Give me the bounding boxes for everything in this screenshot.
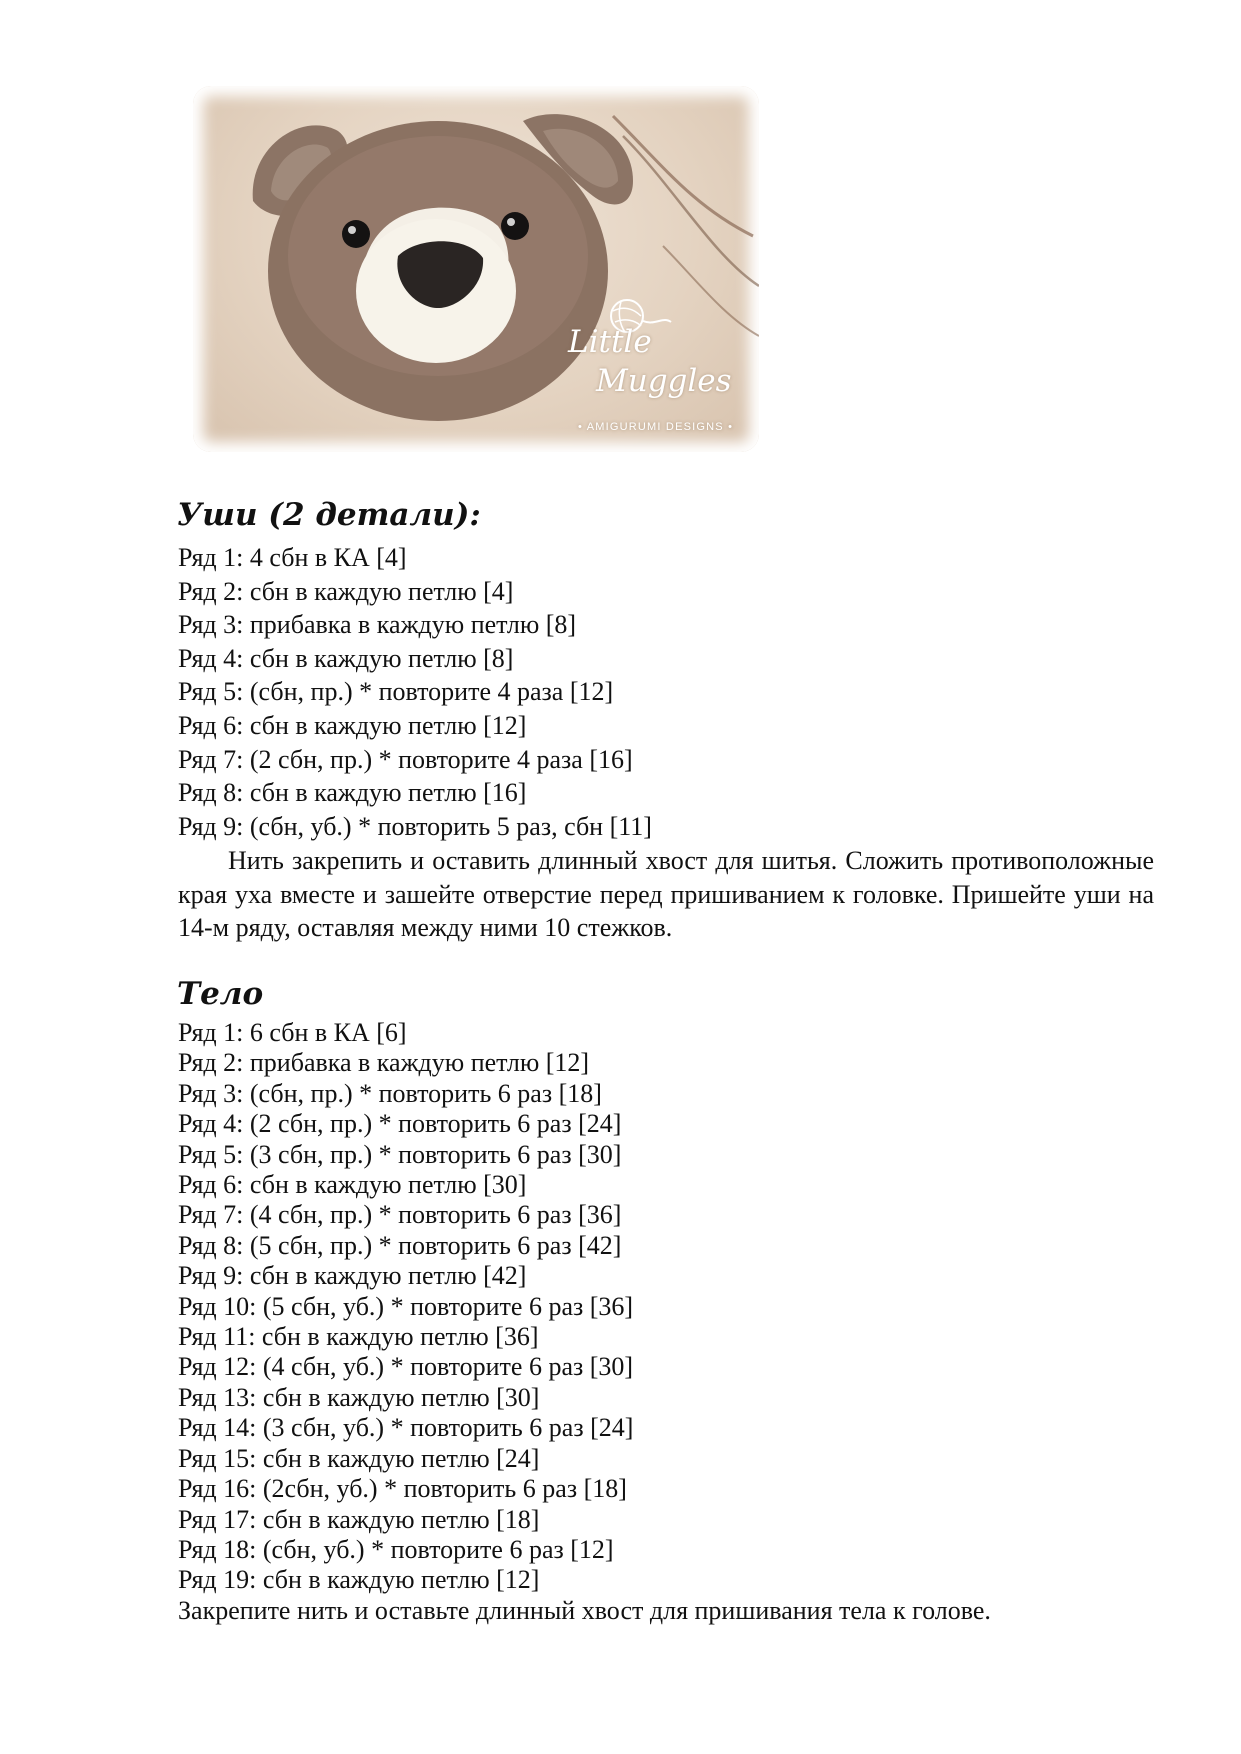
ears-rows-list — [178, 541, 652, 843]
watermark-line-3: • AMIGURUMI DESIGNS • — [578, 421, 734, 433]
body-row-3: Ряд 3: (сбн, пр.) * повторить 6 раз [18] — [178, 1078, 602, 1108]
watermark-line-2: Muggles — [596, 363, 732, 399]
body-row-6: Ряд 6: сбн в каждую петлю [30] — [178, 1170, 527, 1200]
ears-section-title: Уши (2 детали): — [177, 497, 481, 533]
ears-row-1: Ряд 1: 4 сбн в КА [4] — [178, 543, 407, 572]
body-row-11: Ряд 11: сбн в каждую петлю [36] — [178, 1322, 539, 1352]
body-row-12: Ряд 12: (4 сбн, уб.) * повторите 6 раз [30] — [178, 1352, 634, 1382]
body-row-18: Ряд 18: (сбн, уб.) * повторите 6 раз [12] — [178, 1534, 614, 1564]
ears-row-5: Ряд 5: (сбн, пр.) * повторите 4 раза [12] — [178, 677, 614, 707]
body-row-5: Ряд 5: (3 сбн, пр.) * повторить 6 раз [30] — [178, 1139, 622, 1169]
body-row-19: Ряд 19: сбн в каждую петлю [12] — [178, 1565, 540, 1595]
ears-row-8: Ряд 8: сбн в каждую петлю [16] — [178, 778, 527, 808]
ears-row-9: Ряд 9: (сбн, уб.) * повторить 5 раз, сбн [11] — [178, 811, 652, 841]
body-row-8: Ряд 8: (5 сбн, пр.) * повторить 6 раз [42] — [178, 1230, 622, 1260]
ears-row-4: Ряд 4: сбн в каждую петлю [8] — [178, 643, 514, 673]
body-row-16: Ряд 16: (2сбн, уб.) * повторить 6 раз [18] — [178, 1474, 627, 1504]
body-finish-note: Закрепите нить и оставьте длинный хвост для пришивания тела к голове. — [178, 1596, 991, 1625]
ears-row-3: Ряд 3: прибавка в каждую петлю [8] — [178, 610, 577, 640]
ears-row-6: Ряд 6: сбн в каждую петлю [12] — [178, 710, 527, 740]
body-row-13: Ряд 13: сбн в каждую петлю [30] — [178, 1382, 540, 1412]
body-row-2: Ряд 2: прибавка в каждую петлю [12] — [178, 1048, 590, 1078]
ears-assembly-note: Нить закрепить и оставить длинный хвост для шитья. Сложить противоположные края уха вместе и зашейте отверстие перед пришиванием к головке. Пришейте уши на 14-м ряду, оставляя между ними 10 стежков. — [178, 846, 1154, 942]
ears-row-7: Ряд 7: (2 сбн, пр.) * повторите 4 раза [16] — [178, 744, 633, 774]
watermark-line-1: Little — [568, 324, 652, 360]
amigurumi-dog-head-photo — [193, 86, 759, 452]
body-row-15: Ряд 15: сбн в каждую петлю [24] — [178, 1443, 540, 1473]
body-row-9: Ряд 9: сбн в каждую петлю [42] — [178, 1261, 527, 1291]
body-row-4: Ряд 4: (2 сбн, пр.) * повторить 6 раз [24] — [178, 1109, 622, 1139]
body-row-1: Ряд 1: 6 сбн в КА [6] — [178, 1018, 407, 1047]
body-section-title: Тело — [177, 976, 264, 1012]
body-row-17: Ряд 17: сбн в каждую петлю [18] — [178, 1504, 540, 1534]
body-rows-list — [178, 1018, 633, 1596]
body-row-7: Ряд 7: (4 сбн, пр.) * повторить 6 раз [36] — [178, 1200, 622, 1230]
body-row-14: Ряд 14: (3 сбн, уб.) * повторить 6 раз [24] — [178, 1413, 634, 1443]
ears-row-2: Ряд 2: сбн в каждую петлю [4] — [178, 576, 514, 606]
body-row-10: Ряд 10: (5 сбн, уб.) * повторите 6 раз [36] — [178, 1291, 634, 1321]
